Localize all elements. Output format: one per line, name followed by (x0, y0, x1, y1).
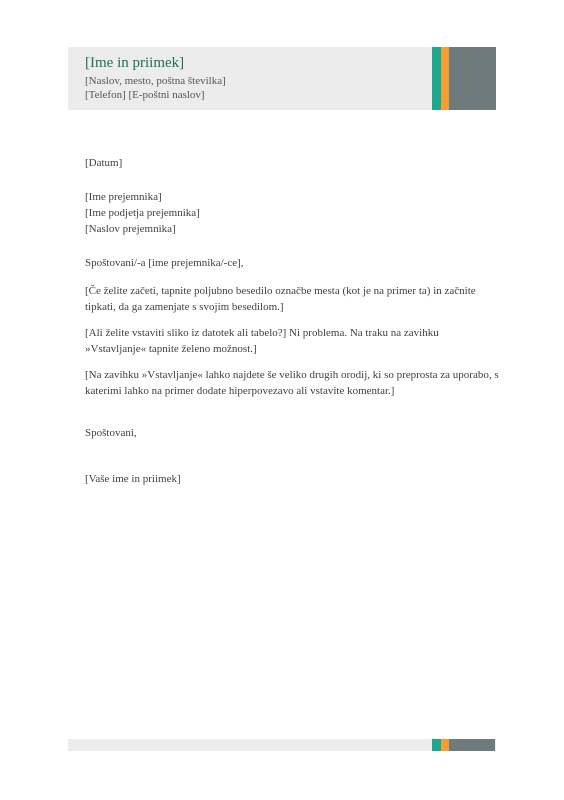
closing[interactable]: Spoštovani, (85, 427, 137, 439)
footer-accent-slate-block (449, 739, 495, 751)
footer-accent-orange-bar (441, 739, 449, 751)
recipient-company[interactable]: [Ime podjetja prejemnika] (85, 207, 200, 219)
header-accent-slate-block (449, 47, 496, 110)
signature-name[interactable]: [Vaše ime in priimek] (85, 473, 181, 485)
body-paragraph-1[interactable]: [Če želite začeti, tapnite poljubno besedilo označbe mesta (kot je na primer ta) in začnite tipkati, da ga zamenjate s svojim besedilom.] (85, 285, 476, 313)
sender-name[interactable]: [Ime in priimek] (85, 55, 185, 71)
sender-header (85, 55, 425, 102)
header-accent-orange-bar (441, 47, 449, 110)
sender-contact[interactable]: [Telefon] [E-poštni naslov] (85, 89, 205, 101)
salutation[interactable]: Spoštovani/-a [ime prejemnika/-ce], (85, 257, 244, 269)
body-paragraph-2[interactable]: [Ali želite vstaviti sliko iz datotek ali tabelo?] Ni problema. Na traku na zavihku »Vstavljanje« tapnite želeno možnost.] (85, 327, 439, 355)
letter-date[interactable]: [Datum] (85, 157, 123, 169)
sender-address[interactable]: [Naslov, mesto, poštna številka] (85, 75, 226, 87)
header-accent-teal-bar (432, 47, 441, 110)
recipient-block (85, 189, 500, 237)
recipient-address[interactable]: [Naslov prejemnika] (85, 223, 176, 235)
letter-body (85, 155, 500, 487)
recipient-name[interactable]: [Ime prejemnika] (85, 191, 162, 203)
body-paragraph-3[interactable]: [Na zavihku »Vstavljanje« lahko najdete še veliko drugih orodij, ki so preprosta za uporabo, s katerimi lahko na primer dodate hiperpovezavo ali vstavite komentar.] (85, 369, 499, 397)
footer-accent-teal-bar (432, 739, 441, 751)
